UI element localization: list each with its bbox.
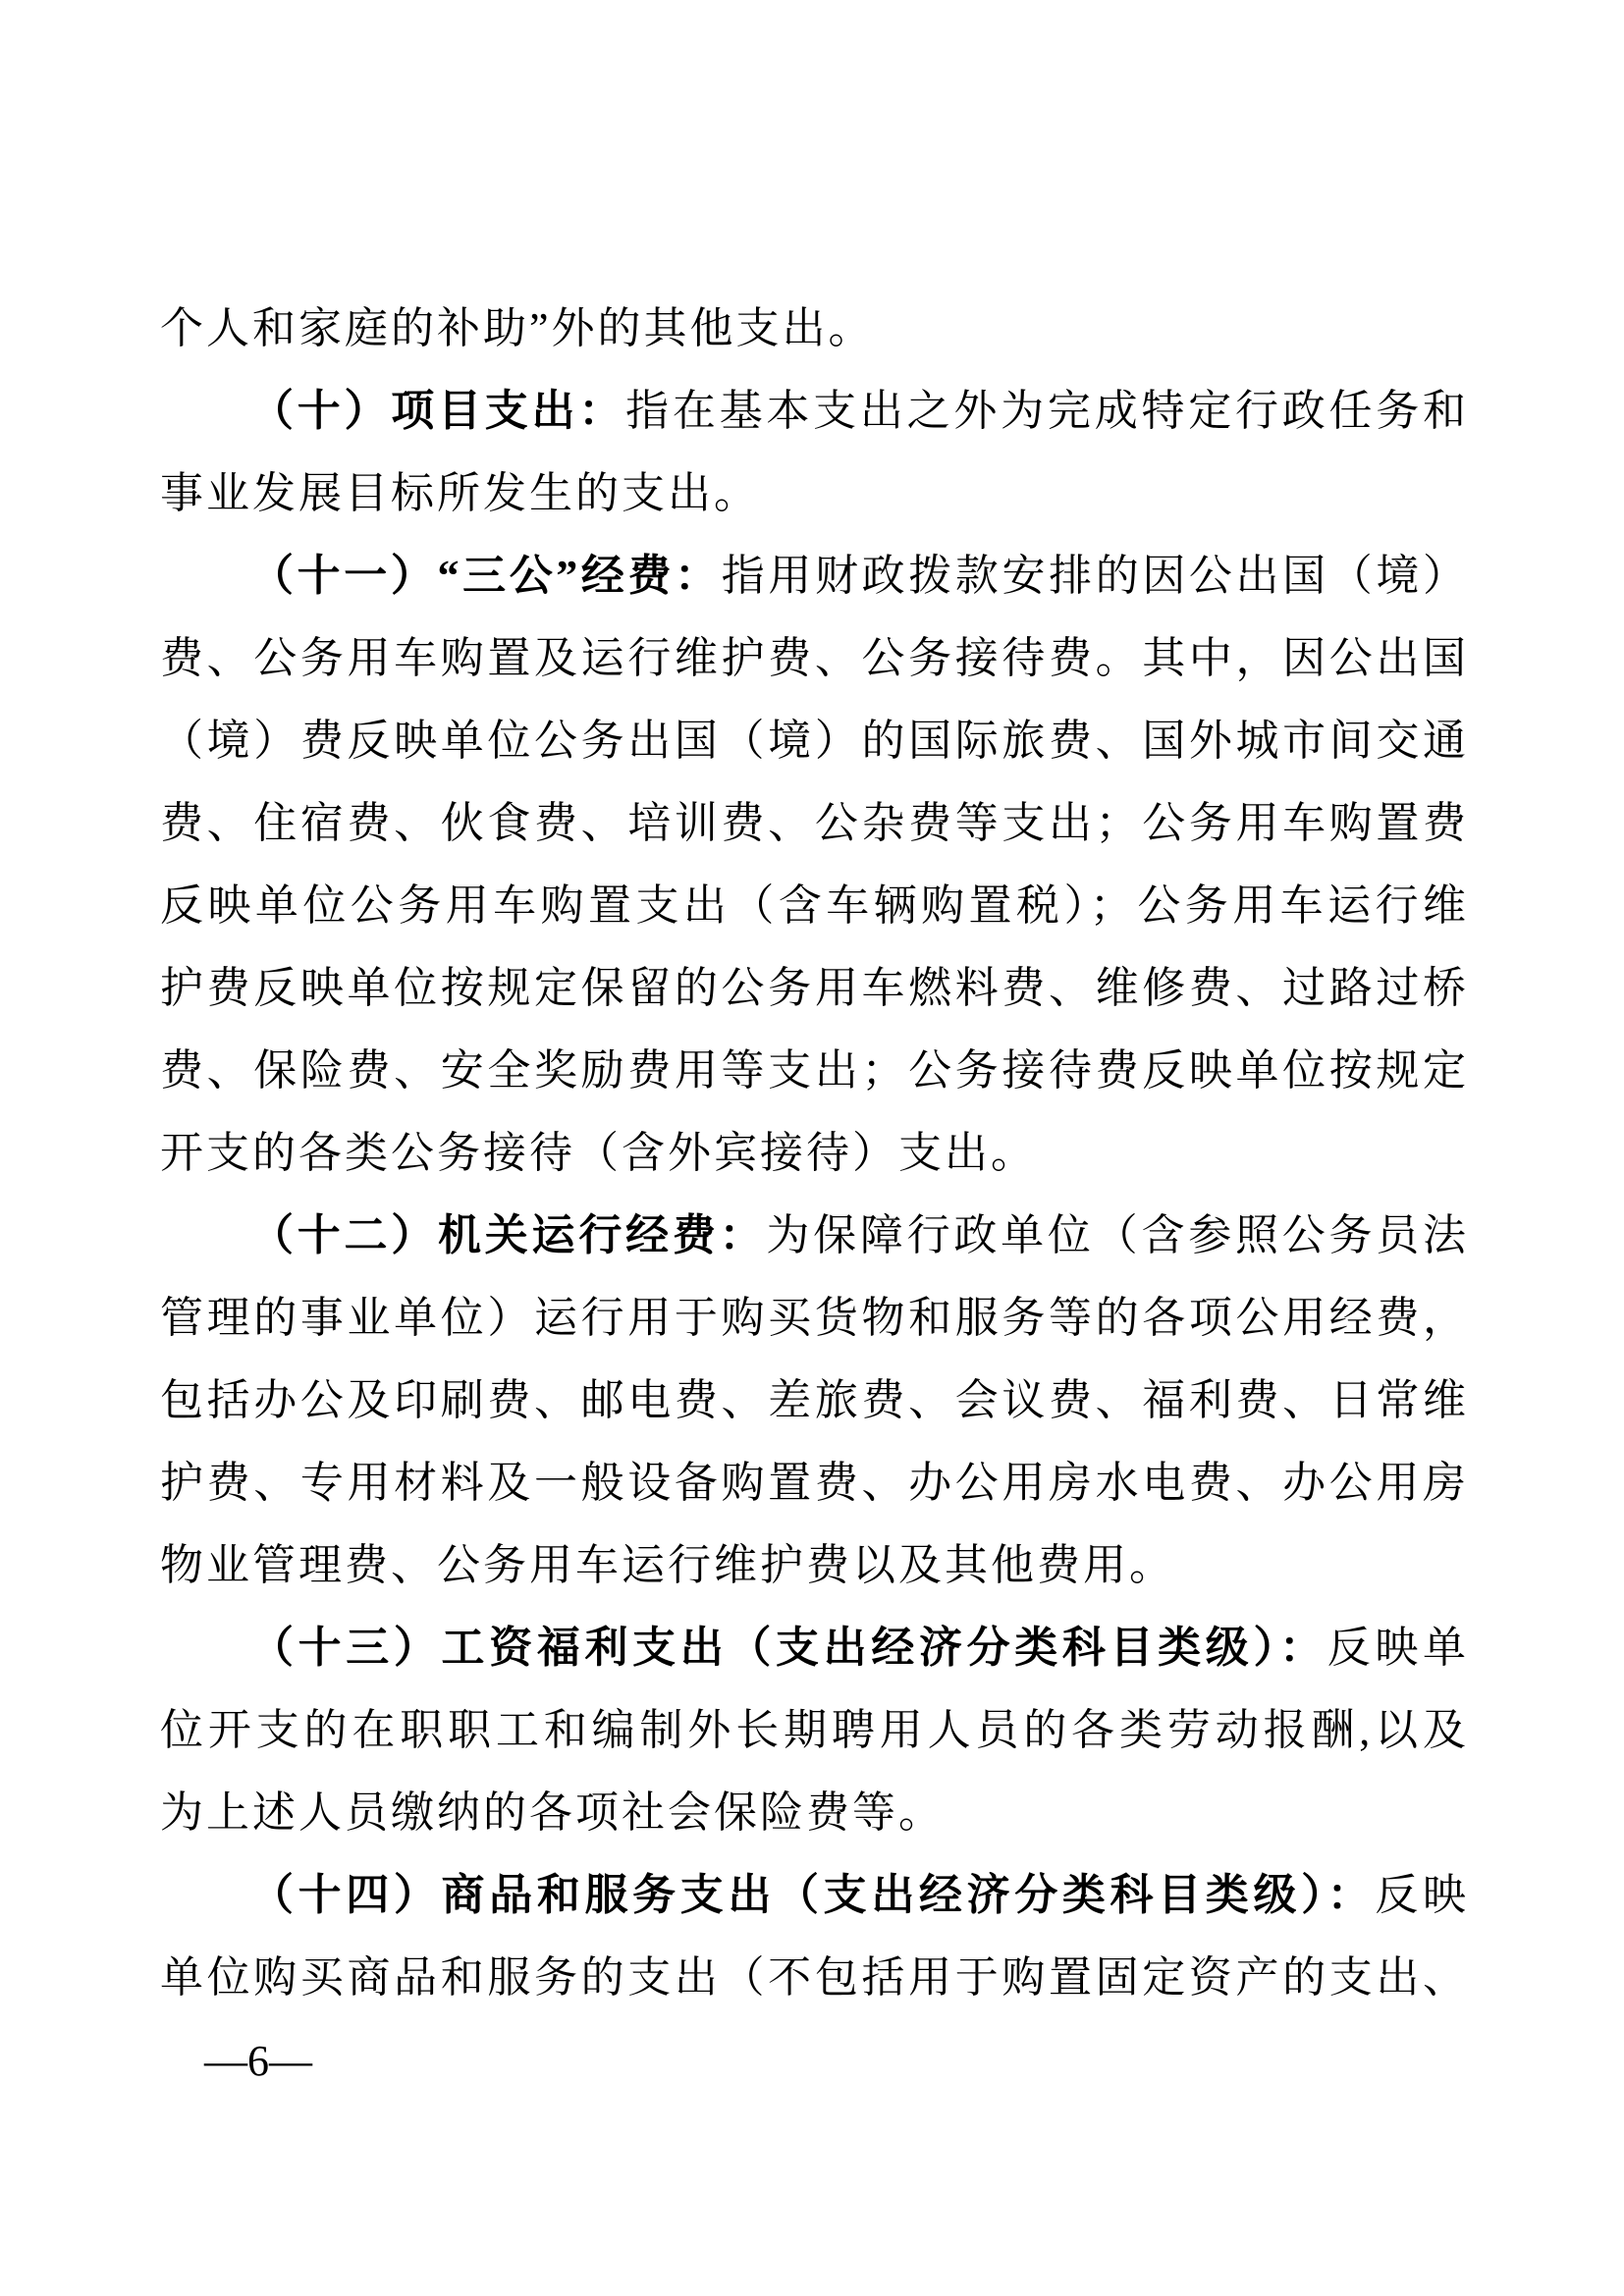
- text-line: （十）项目支出：指在基本支出之外为完成特定行政任务和: [250, 387, 1467, 435]
- text-line: 费、公务用车购置及运行维护费、公务接待费。其中，因公出国: [160, 634, 1466, 682]
- text-line: 反映单位公务用车购置支出（含车辆购置税）；公务用车运行维: [160, 881, 1466, 930]
- text-line: 事业发展目标所发生的支出。: [160, 469, 760, 517]
- text-line: 包括办公及印刷费、邮电费、差旅费、会议费、福利费、日常维: [160, 1376, 1466, 1424]
- text-line: 个人和家庭的补助”外的其他支出。: [160, 304, 875, 352]
- text-line: 单位购买商品和服务的支出（不包括用于购置固定资产的支出、: [160, 1953, 1466, 2002]
- text-line: （十四）商品和服务支出（支出经济分类科目类级）：反映: [250, 1871, 1466, 1919]
- text-line: 开支的各类公务接待（含外宾接待）支出。: [160, 1129, 1037, 1177]
- text-line: 费、住宿费、伙食费、培训费、公杂费等支出；公务用车购置费: [160, 799, 1466, 847]
- page-number: —6—: [204, 2037, 312, 2085]
- text-line: （十二）机关运行经费：为保障行政单位（含参照公务员法: [250, 1211, 1466, 1259]
- text-line: 费、保险费、安全奖励费用等支出；公务接待费反映单位按规定: [160, 1046, 1466, 1095]
- document-body: [160, 288, 1466, 2019]
- text-line: 护费、专用材料及一般设备购置费、办公用房水电费、办公用房: [160, 1459, 1466, 1507]
- definition-term: （十三）工资福利支出（支出经济分类科目类级）：: [250, 1624, 1327, 1672]
- text-line: （十三）工资福利支出（支出经济分类科目类级）：反映单: [250, 1624, 1466, 1672]
- definition-term: （十一）“三公”经费：: [250, 552, 722, 600]
- definition-term: （十四）商品和服务支出（支出经济分类科目类级）：: [250, 1871, 1376, 1919]
- definition-term: （十）项目支出：: [250, 387, 626, 435]
- text-line: 管理的事业单位）运行用于购买货物和服务等的各项公用经费，: [160, 1294, 1466, 1342]
- text-line: 为上述人员缴纳的各项社会保险费等。: [160, 1789, 945, 1837]
- text-line: （十一）“三公”经费：指用财政拨款安排的因公出国（境）: [250, 552, 1467, 600]
- definition-term: （十二）机关运行经费：: [250, 1211, 767, 1259]
- text-line: 物业管理费、公务用车运行维护费以及其他费用。: [160, 1541, 1175, 1589]
- text-line: 位开支的在职职工和编制外长期聘用人员的各类劳动报酬,以及: [160, 1706, 1466, 1754]
- text-line: （境）费反映单位公务出国（境）的国际旅费、国外城市间交通: [160, 717, 1466, 765]
- text-line: 护费反映单位按规定保留的公务用车燃料费、维修费、过路过桥: [160, 964, 1466, 1012]
